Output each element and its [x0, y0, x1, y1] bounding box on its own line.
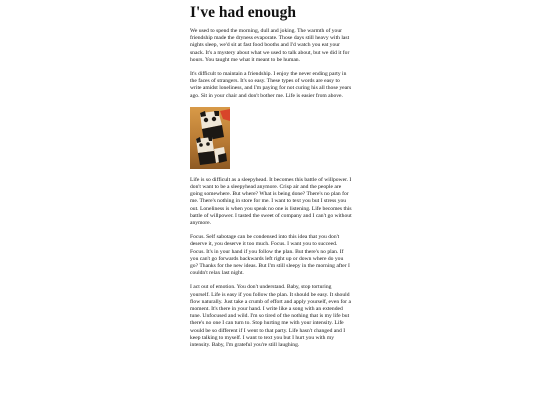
article-paragraph-5: I act out of emotion. You don't understand. Baby, stop torturing yourself. Life is easy if you follow the plan. It should be easy. It should flow naturally. Just take a crumb of effort and apply yourself, even for a moment. It's there in your hand. I write like a song with an extended tune. Unfocused and wild. I'm so tired of the nothing that is my life but there's no one I can turn to. Stop hurting me with your intensity. Life would be so different if I went to that party. Life hasn't changed and I keep talking to myself. I want to text you but I hurt you with my intensity. Baby, I'm grateful you're still laughing. — [190, 284, 351, 349]
article — [190, 4, 352, 356]
article-title: I've had enough — [190, 4, 296, 21]
origami-panda-photo — [190, 107, 230, 169]
article-paragraph-3: Life is so difficult as a sleepyhead. It becomes this battle of willpower. I don't want to be a sleepyhead anymore. Crisp air and the people are going somewhere. But where? What is being done? There's no plan for me. There's nothing in store for me. I want to text you but I stress you out. Loneliness is when you speak no one is listening. Life becomes this battle of willpower. I tasted the sweet of company and I can't go without anymore. — [190, 176, 352, 227]
article-paragraph-1: We used to spend the morning, dull and joking. The warmth of your friendship made the dryness evaporate. Those days still heavy with last nights sleep, we'd sit at fast food booths and I'd watch you eat your snack. It's a mystery about what we used to talk about, but we did it for hours. You taught me what it meant to be human. — [190, 28, 350, 63]
article-paragraph-4: Focus. Self sabotage can be condensed into this idea that you don't deserve it, you deserve it too much. Focus. I want you to succeed. Focus. It's in your hand if you follow the plan. But there's no plan. If you can't go forwards backwards left right up or down where do you go? Thanks for the new ideas. But I'm still sleepy in the morning after I couldn't relax last night. — [190, 234, 350, 277]
article-paragraph-2: It's difficult to maintain a friendship. I enjoy the never ending party in the faces of strangers. It's so easy. These types of words are easy to write amidst loneliness, and I'm paying for not curing his all those years ago. Sit in your chair and don't bother me. Life is easier from above. — [190, 71, 352, 99]
